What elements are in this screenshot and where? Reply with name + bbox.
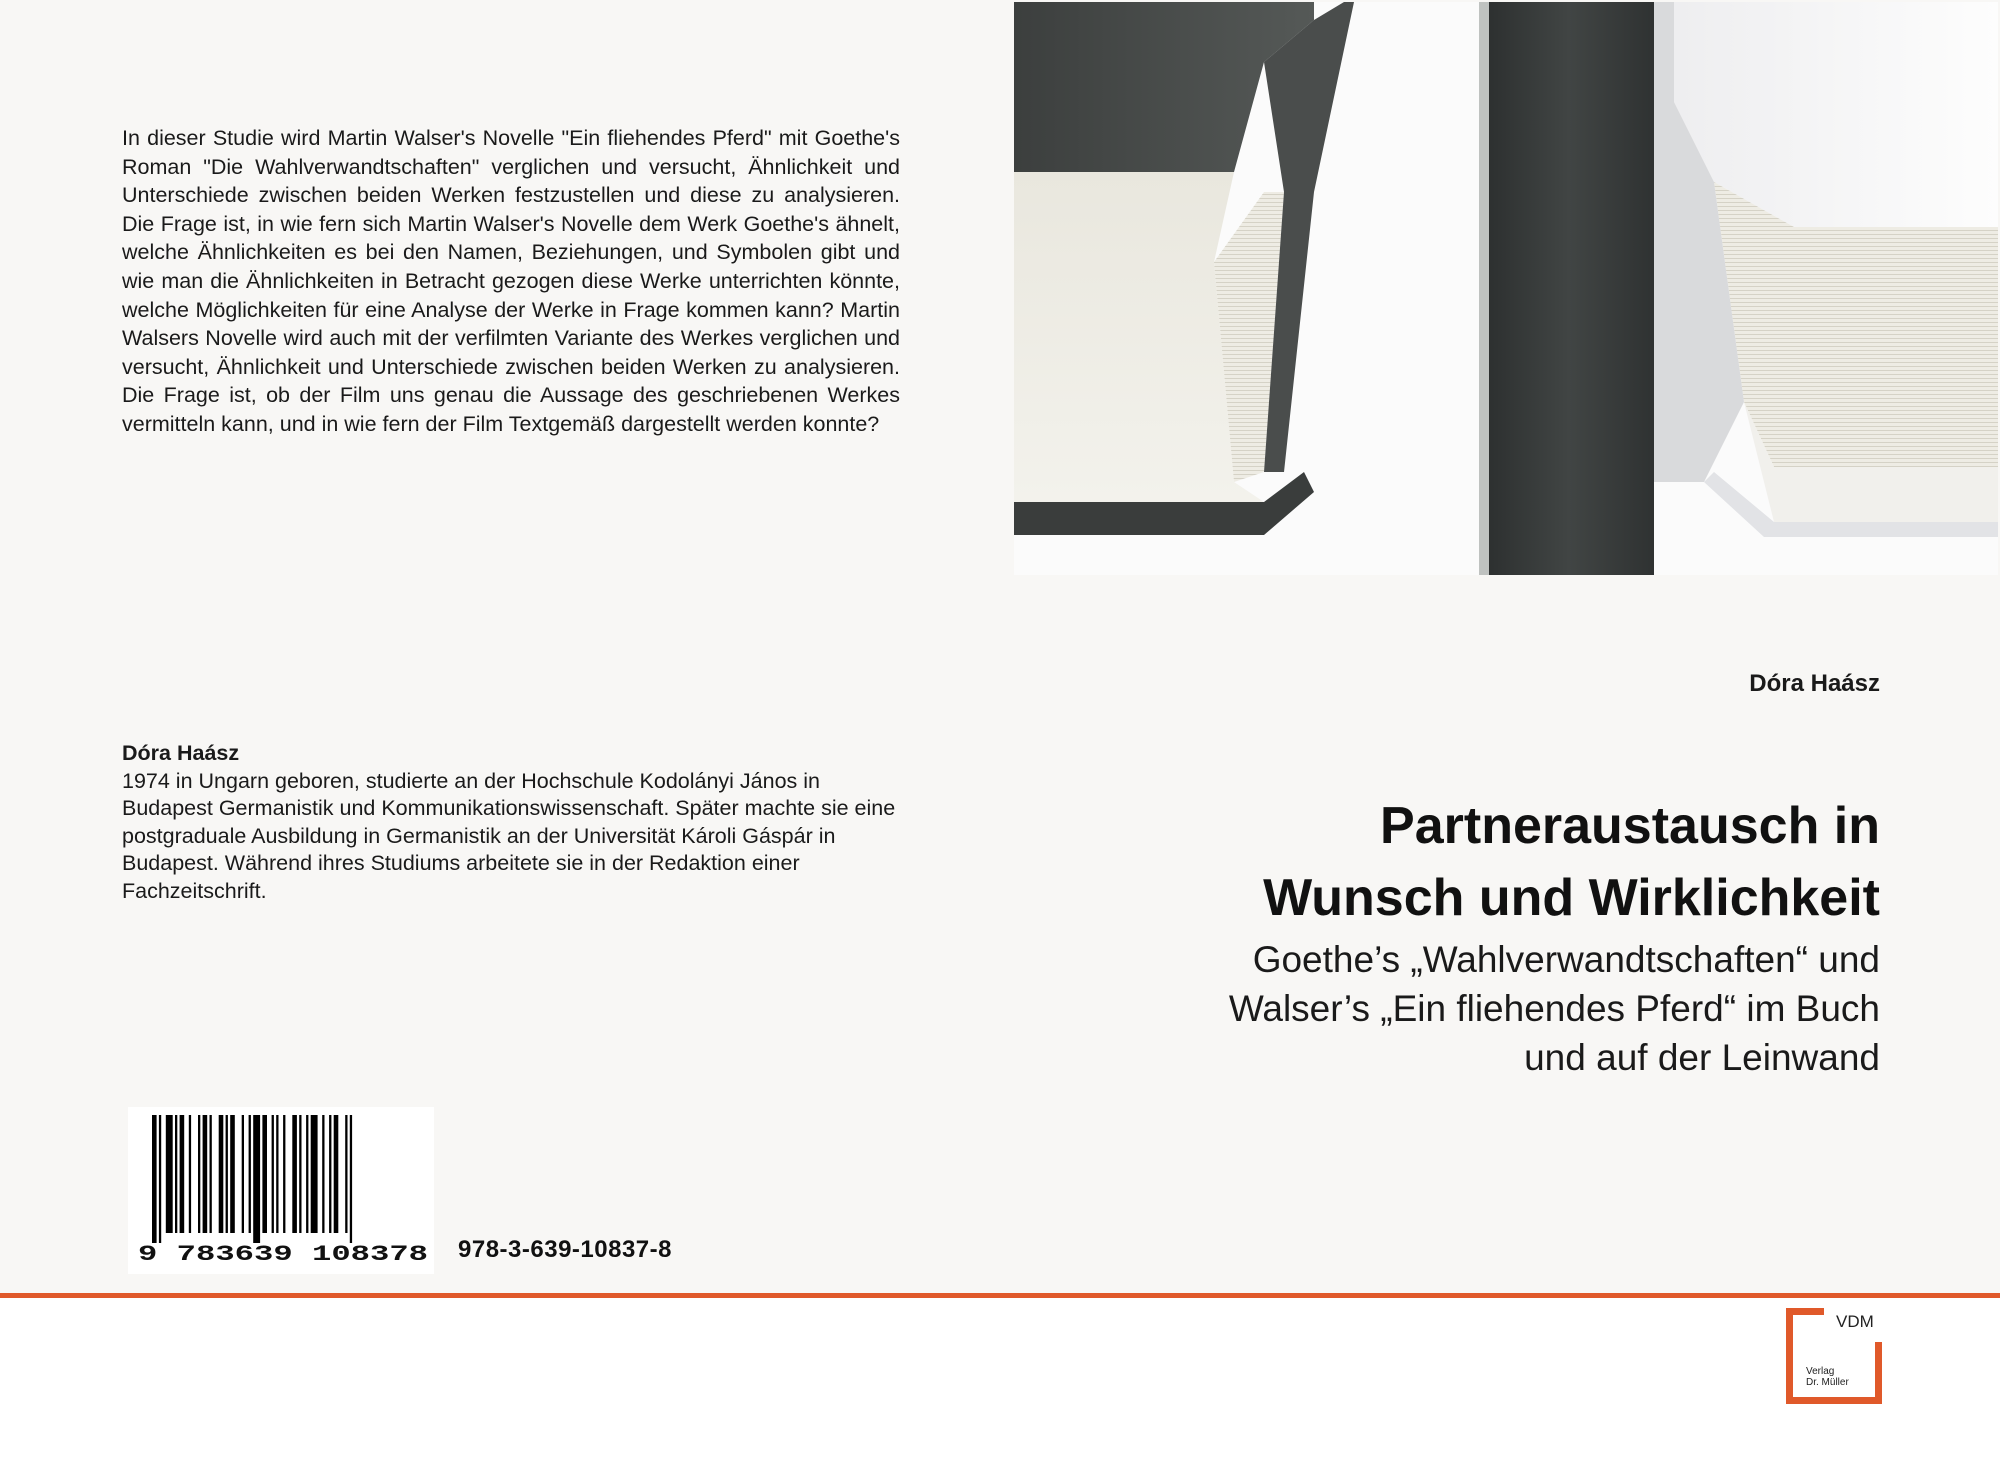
barcode-bar (329, 1115, 331, 1233)
barcode-bar (180, 1115, 185, 1233)
barcode-bar (292, 1115, 297, 1233)
barcode-bar (242, 1115, 244, 1233)
barcode-bar (189, 1115, 191, 1233)
barcode-bar (253, 1115, 260, 1243)
title-line-2: Wunsch und Wirklichkeit (1263, 869, 1880, 927)
barcode-bar (159, 1115, 161, 1243)
front-author: Dóra Haász (1749, 670, 1880, 697)
barcode-bar (345, 1115, 347, 1233)
barcode-bar (210, 1115, 212, 1233)
logo-text: VDM (1836, 1312, 1874, 1331)
subtitle-line-1: Goethe’s „Wahlverwandtschaften“ und (1252, 939, 1880, 980)
books-photo (1014, 2, 1998, 575)
barcode-bar (203, 1115, 208, 1233)
bottom-strip (0, 1298, 2000, 1465)
barcode-bar (350, 1115, 352, 1243)
title-line-1: Partneraustausch in (1380, 797, 1880, 855)
barcode-bar (283, 1115, 285, 1233)
isbn-number: 978-3-639-10837-8 (458, 1236, 672, 1263)
barcode-bar (306, 1115, 308, 1233)
barcode-bar (198, 1115, 200, 1233)
barcode-bar (322, 1115, 324, 1233)
barcode (128, 1107, 434, 1274)
barcode-bar (299, 1115, 301, 1233)
subtitle-line-3: und auf der Leinwand (1524, 1037, 1880, 1078)
barcode-digits: 9 783639 108378 (138, 1242, 428, 1267)
barcode-bar (219, 1115, 224, 1233)
barcode-bar (166, 1115, 173, 1233)
bio-author-name: Dóra Haász (122, 741, 240, 765)
logo-subtext: Verlag Dr. Müller (1806, 1366, 1849, 1388)
bio-text: 1974 in Ungarn geboren, studierte an der Hochschule Kodolányi János in Budapest Germanistik und Kommunikationswissenschaft. Später machte sie eine postgraduale Ausbildung in Germanistik an der Universität Károli Gáspár in Budapest. Während ihres Studiums arbeitete sie in der Redaktion einer Fachzeitschrift. (122, 768, 896, 903)
book-subtitle (980, 935, 1880, 1082)
barcode-bar (311, 1115, 318, 1233)
barcode-bar (226, 1115, 228, 1233)
barcode-bar (175, 1115, 177, 1233)
barcode-bar (230, 1115, 235, 1233)
barcode-bar (272, 1115, 274, 1233)
barcode-bar (249, 1115, 251, 1233)
barcode-bar (262, 1115, 267, 1233)
subtitle-line-2: Walser’s „Ein fliehendes Pferd“ im Buch (1228, 988, 1880, 1029)
barcode-bar (152, 1115, 157, 1243)
barcode-bar (276, 1115, 278, 1233)
back-cover-blurb: In dieser Studie wird Martin Walser's Novelle "Ein fliehendes Pferd" mit Goethe's Roman "Die Wahlverwandtschaften" verglichen und versucht, Ähnlichkeit und Unterschiede zwischen beiden Werken festzustellen und diese zu analysieren. Die Frage ist, in wie fern sich Martin Walser's Novelle dem Werk Goethe's ähnelt, welche Ähnlichkeiten es bei den Namen, Beziehungen, und Symbolen gibt und wie man die Ähnlichkeiten in Betracht gezogen diese Werke unterrichten könnte, welche Möglichkeiten für eine Analyse der Werke in Frage kommen kann? Martin Walsers Novelle wird auch mit der verfilmten Variante des Werkes verglichen und versucht, Ähnlichkeit und Unterschiede zwischen beiden Werken zu analysieren. Die Frage ist, ob der Film uns genau die Aussage des geschriebenen Werkes vermitteln kann, und in wie fern der Film Textgemäß dargestellt werden konnte? (122, 126, 900, 436)
publisher-logo (1786, 1308, 1882, 1406)
author-bio (122, 740, 902, 906)
orange-rule (0, 1293, 2000, 1298)
book-title (980, 790, 1880, 934)
barcode-bar (334, 1115, 339, 1233)
